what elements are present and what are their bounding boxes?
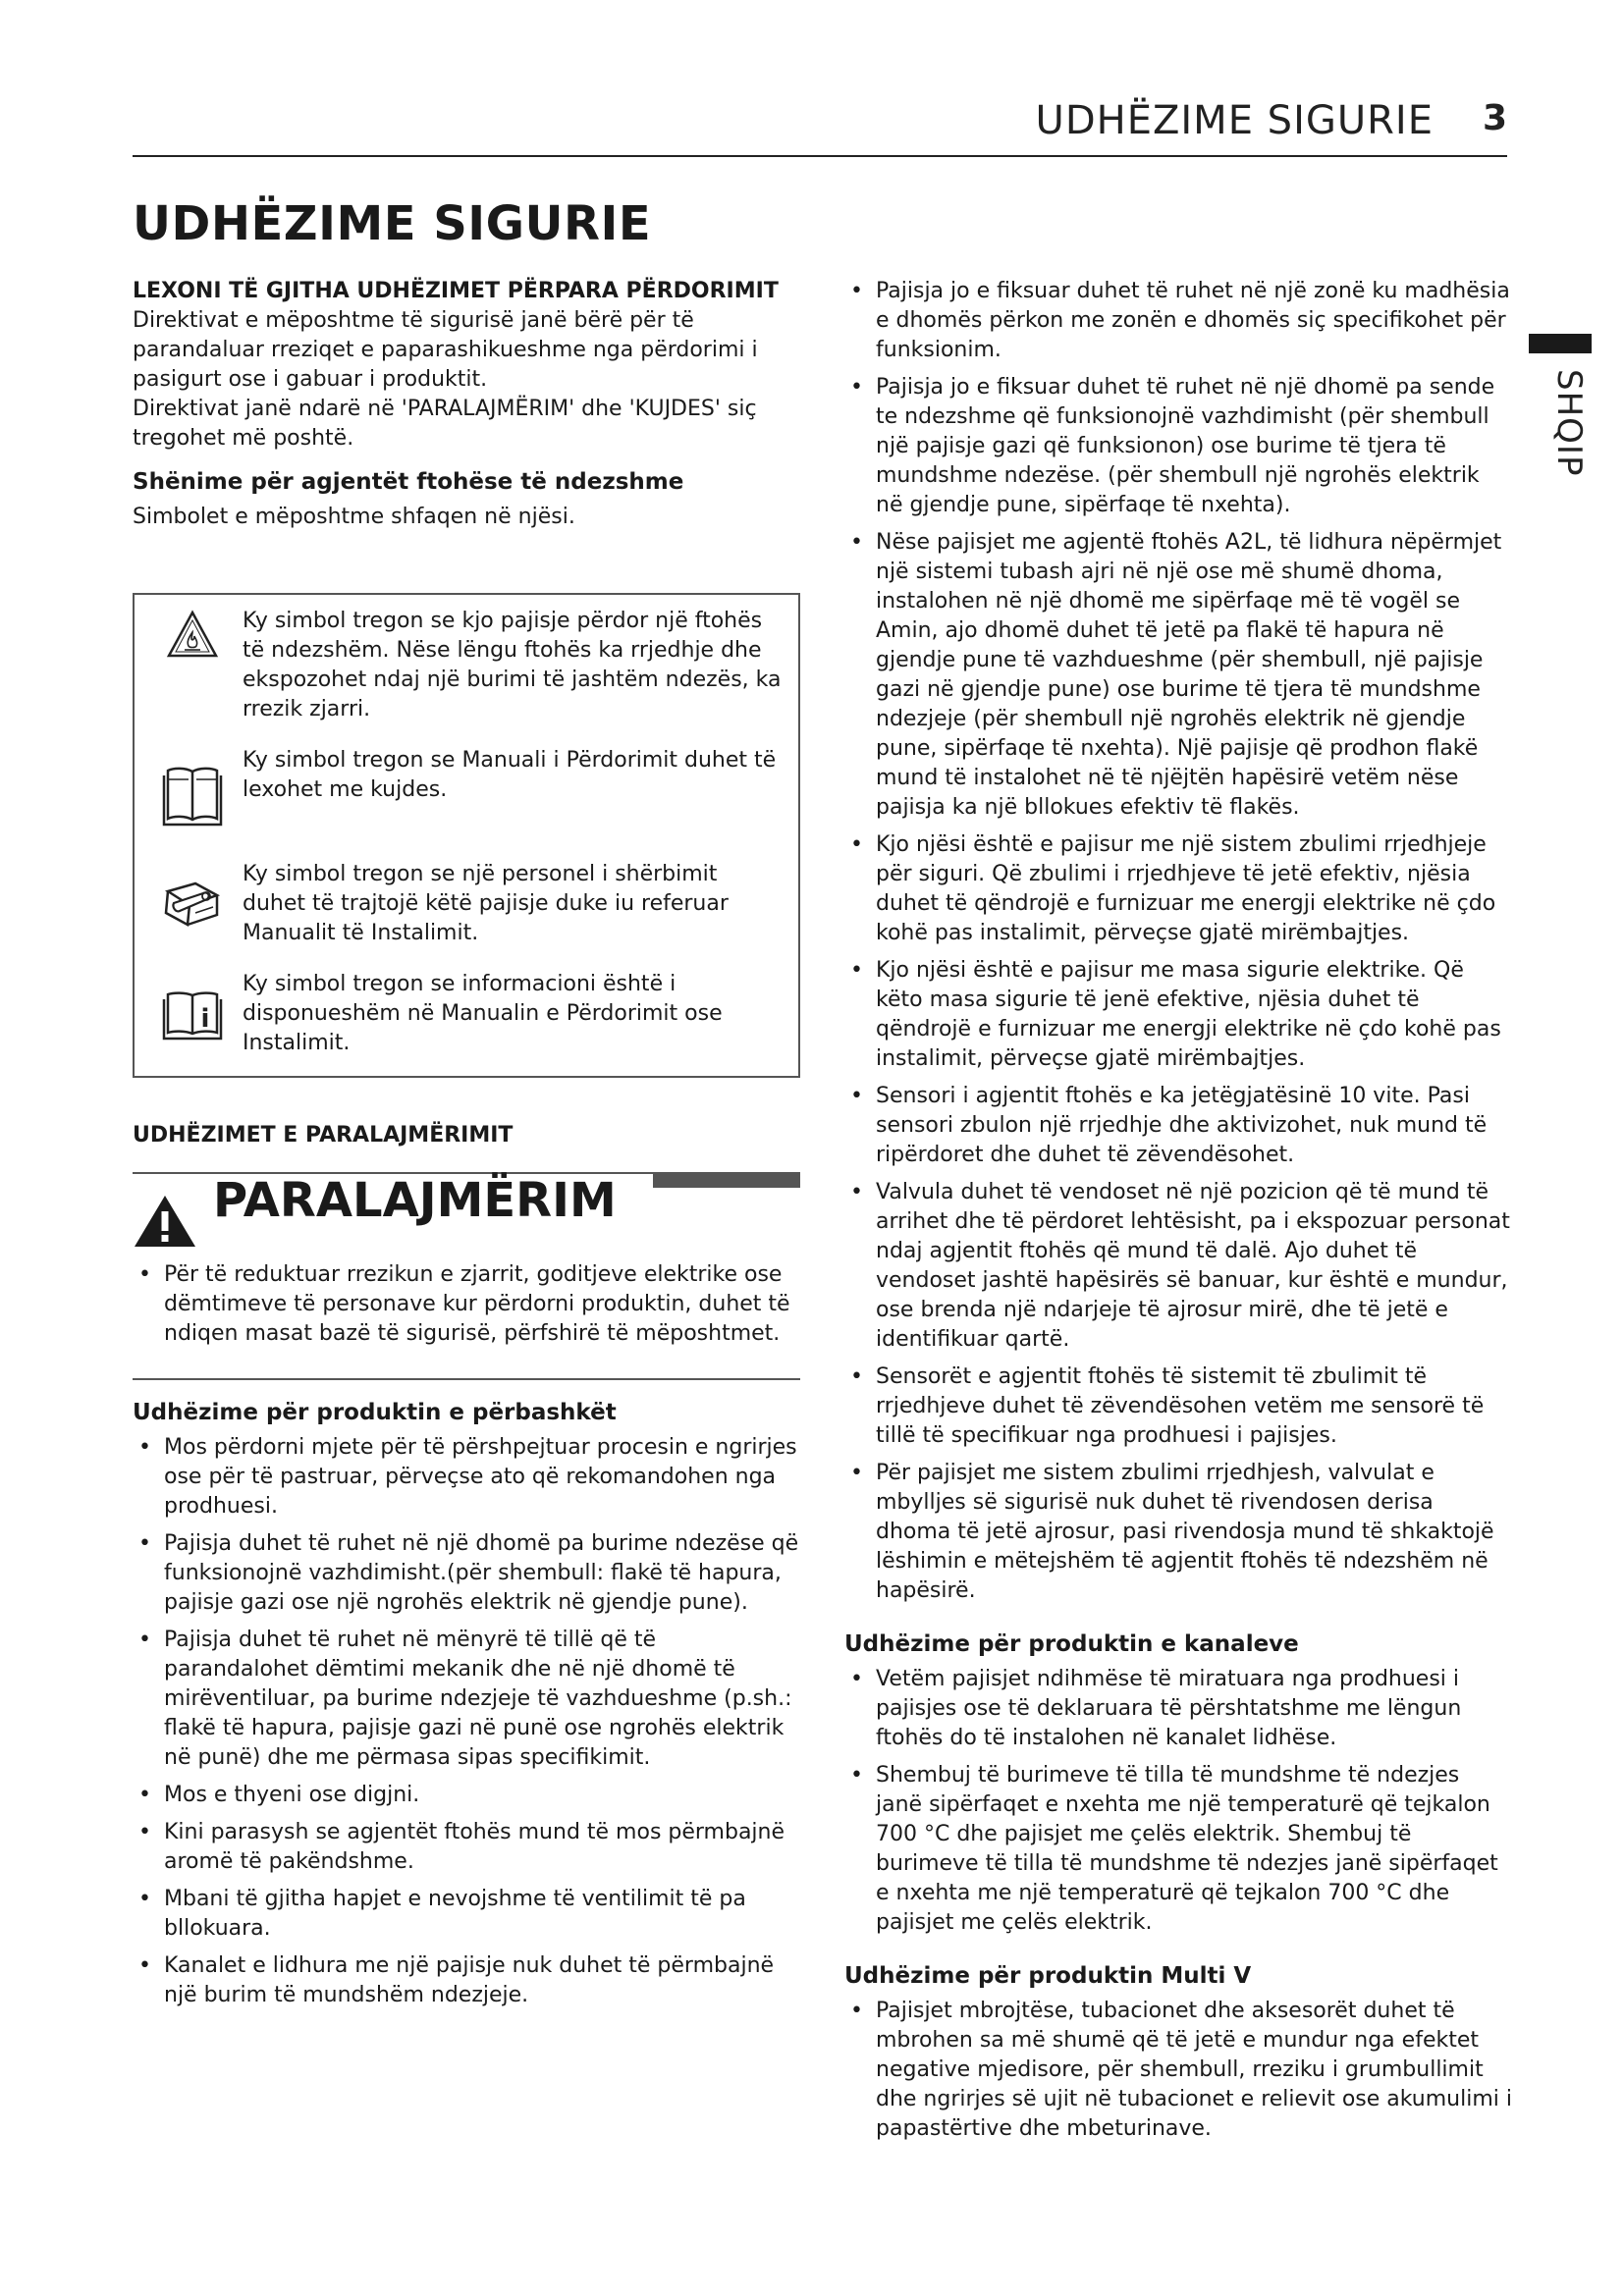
symbol-text: Ky simbol tregon se një personel i shërbimit duhet të trajtojë këtë pajisje duke iu referuar Manualit të Instalimit. bbox=[243, 862, 729, 945]
common-list bbox=[133, 1433, 800, 2010]
refrigerant-text: Simbolet e mëposhtme shfaqen në njësi. bbox=[133, 505, 575, 529]
list-item: • Kini parasysh se agjentët ftohës mund të mos përmbajnë aromë të pakëndshme. bbox=[133, 1818, 800, 1877]
intro-heading: LEXONI TË GJITHA UDHËZIMET PËRPARA PËRDORIMIT bbox=[133, 279, 779, 303]
right-column bbox=[844, 277, 1512, 2152]
list-item: • Kanalet e lidhura me një pajisje nuk duhet të përmbajnë një burim të mundshëm ndezjeje. bbox=[133, 1951, 800, 2010]
symbol-row bbox=[148, 607, 785, 724]
service-manual-icon bbox=[148, 860, 237, 933]
duct-list bbox=[844, 1665, 1512, 1938]
list-item: • Pajisjet mbrojtëse, tubacionet dhe aksesorët duhet të mbrohen sa më shumë që të jetë e mundur nga efektet negative mjedisore, për shembull, rreziku i grumbullimit dhe ngrirjes së ujit në tubacionet e relievit ose akumulimi i papastërtive dhe mbeturinave. bbox=[844, 1997, 1512, 2144]
intro-paragraph-2: Direktivat janë ndarë në 'PARALAJMËRIM' dhe 'KUJDES' siç tregohet më poshtë. bbox=[133, 397, 757, 451]
intro-paragraph-1: Direktivat e mëposhtme të sigurisë janë bërë për të parandaluar rreziqet e paparashikueshme nga përdorimi i pasigurt ose i gabuar i produktit. bbox=[133, 308, 758, 392]
symbol-row bbox=[148, 970, 785, 1058]
list-item: • Pajisja duhet të ruhet në mënyrë të tillë që të parandalohet dëmtimi mekanik dhe në një dhomë të mirëventiluar, pa burime ndezjeje të vazhdueshme (p.sh.: flakë të hapura, pajisje gazi në punë ose ngrohës elektrik në punë) dhe me përmasa sipas specifikimit. bbox=[133, 1626, 800, 1773]
page-header bbox=[133, 98, 1507, 157]
svg-text:i: i bbox=[200, 1004, 210, 1034]
info-book-icon bbox=[148, 970, 237, 1041]
placement-list bbox=[844, 277, 1512, 1606]
symbol-legend-box bbox=[133, 593, 800, 1078]
warning-list bbox=[133, 1260, 800, 1349]
list-item: • Pajisja jo e fiksuar duhet të ruhet në një dhomë pa sende te ndezshme që funksionojnë vazhdimisht (për shembull një pajisje gazi që funksionon) ose burime të tjera të mundshme ndezëse. (për shembull një ngrohës elektrik në gjendje pune, sipërfaqe të nxehta). bbox=[844, 373, 1512, 520]
symbol-row bbox=[148, 860, 785, 948]
list-item: • Shembuj të burimeve të tilla të mundshme të ndezjes janë sipërfaqet e nxehta me një temperaturë që tejkalon 700 °C dhe pajisjet me çelës elektrik. Shembuj të burimeve të tilla të mundshme të ndezjes janë sipërfaqet e nxehta me një temperaturë që tejkalon 700 °C dhe pajisjet me çelës elektrik. bbox=[844, 1761, 1512, 1938]
duct-heading: Udhëzime për produktin e kanaleve bbox=[844, 1631, 1299, 1657]
symbol-row bbox=[148, 746, 785, 838]
list-item: • Pajisja duhet të ruhet në një dhomë pa burime ndezëse që funksionojnë vazhdimisht.(për shembull: flakë të hapura, pajisje gazi ose një ngrohës elektrik në gjendje pune). bbox=[133, 1529, 800, 1618]
manual-book-icon bbox=[148, 746, 237, 828]
warning-title: PARALAJMËRIM bbox=[213, 1173, 617, 1228]
list-item: • Mbani të gjitha hapjet e nevojshme të ventilimit të pa bllokuara. bbox=[133, 1885, 800, 1944]
list-item: • Pajisja jo e fiksuar duhet të ruhet në një zonë ku madhësia e dhomës përkon me zonën e dhomës siç specifikohet për funksionim. bbox=[844, 277, 1512, 365]
warnings-label: UDHËZIMET E PARALAJMËRIMIT bbox=[133, 1123, 514, 1148]
list-item: • Vetëm pajisjet ndihmëse të miratuara nga prodhuesi i pajisjes ose të deklaruara të përshtatshme me lëngun ftohës do të instalohen në kanalet lidhëse. bbox=[844, 1665, 1512, 1753]
multiv-list bbox=[844, 1997, 1512, 2144]
flammable-warning-icon bbox=[148, 607, 237, 662]
symbol-text: Ky simbol tregon se informacioni është i disponueshëm në Manualin e Përdorimit ose Instalimit. bbox=[243, 972, 723, 1055]
symbol-text: Ky simbol tregon se kjo pajisje përdor një ftohës të ndezshëm. Nëse lëngu ftohës ka rrjedhje dhe ekspozohet ndaj një burimi të jashtëm ndezës, ka rrezik zjarri. bbox=[243, 609, 782, 721]
warning-triangle-icon bbox=[133, 1194, 197, 1257]
page-title: UDHËZIME SIGURIE bbox=[133, 196, 652, 251]
list-item: • Nëse pajisjet me agjentë ftohës A2L, të lidhura nëpërmjet një sistemi tubash ajri në një ose më shumë dhoma, instalohen në një dhomë me sipërfaqe më të vogël se Amin, ajo dhomë duhet të jetë pa flakë të hapura në gjendje pune të vazhdueshme (për shembull, një pajisje gazi në gjendje pune) ose burime të tjera të mundshme ndezjeje (për shembull një ngrohës elektrik në gjendje pune, sipërfaqe të nxehta). Një pajisje që prodhon flakë mund të instalohet në të njëjtën hapësirë vetëm nëse pajisja ka një bllokues efektiv të flakës. bbox=[844, 528, 1512, 823]
multiv-heading: Udhëzime për produktin Multi V bbox=[844, 1963, 1252, 1989]
left-column bbox=[133, 277, 800, 2018]
list-item: • Për pajisjet me sistem zbulimi rrjedhjesh, valvulat e mbylljes së sigurisë nuk duhet të rivendosen derisa dhoma të jetë ajrosur, pasi rivendosja mund të shkaktojë lëshimin e mëtejshëm të agjentit ftohës të ndezshëm në hapësirë. bbox=[844, 1459, 1512, 1606]
section-divider bbox=[133, 1378, 800, 1380]
side-tab-marker bbox=[1529, 334, 1592, 353]
symbol-text: Ky simbol tregon se Manuali i Përdorimit duhet të lexohet me kujdes. bbox=[243, 748, 777, 802]
list-item: • Valvula duhet të vendoset në një pozicion që të mund të arrihet dhe të përdoret lehtësisht, pa i ekspozuar personat ndaj agjentit ftohës që mund të dalë. Ajo duhet të vendoset jashtë hapësirës së banuar, kur është e mundur, ose brenda një ndarjeje të ajrosur mirë, dhe të jetë e identifikuar qartë. bbox=[844, 1178, 1512, 1355]
list-item: • Kjo njësi është e pajisur me një sistem zbulimi rrjedhjeje për siguri. Që zbulimi i rrjedhjeve të jetë efektiv, njësia duhet të qëndrojë e furnizuar me energji elektrike në çdo kohë pas instalimit, përveçse gjatë mirëmbajtjes. bbox=[844, 830, 1512, 948]
list-item: • Mos përdorni mjete për të përshpejtuar procesin e ngrirjes ose për të pastruar, përveçse ato që rekomandohen nga prodhuesi. bbox=[133, 1433, 800, 1522]
page-number: 3 bbox=[1482, 98, 1507, 138]
list-item: • Sensori i agjentit ftohës e ka jetëgjatësinë 10 vite. Pasi sensori zbulon një rrjedhje dhe aktivizohet, nuk mund të ripërdoret dhe duhet të zëvendësohet. bbox=[844, 1082, 1512, 1170]
warning-banner bbox=[133, 1172, 800, 1260]
side-tab-label: SHQIP bbox=[1549, 369, 1589, 477]
common-heading: Udhëzime për produktin e përbashkët bbox=[133, 1400, 617, 1425]
refrigerant-heading: Shënime për agjentët ftohëse të ndezshme bbox=[133, 469, 684, 495]
list-item: • Sensorët e agjentit ftohës të sistemit të zbulimit të rrjedhjeve duhet të zëvendësohen vetëm me sensorë të tillë të specifikuar nga prodhuesi i pajisjes. bbox=[844, 1362, 1512, 1451]
list-item: • Kjo njësi është e pajisur me masa sigurie elektrike. Që këto masa sigurie të jenë efektive, njësia duhet të qëndrojë e furnizuar me energji elektrike në çdo kohë pas instalimit, përveçse gjatë mirëmbajtjes. bbox=[844, 956, 1512, 1074]
list-item: • Për të reduktuar rrezikun e zjarrit, goditjeve elektrike ose dëmtimeve të personave kur përdorni produktin, duhet të ndiqen masat bazë të sigurisë, përfshirë të mëposhtmet. bbox=[133, 1260, 800, 1349]
header-title: UDHËZIME SIGURIE bbox=[1035, 98, 1434, 143]
list-item: • Mos e thyeni ose digjni. bbox=[133, 1781, 800, 1810]
